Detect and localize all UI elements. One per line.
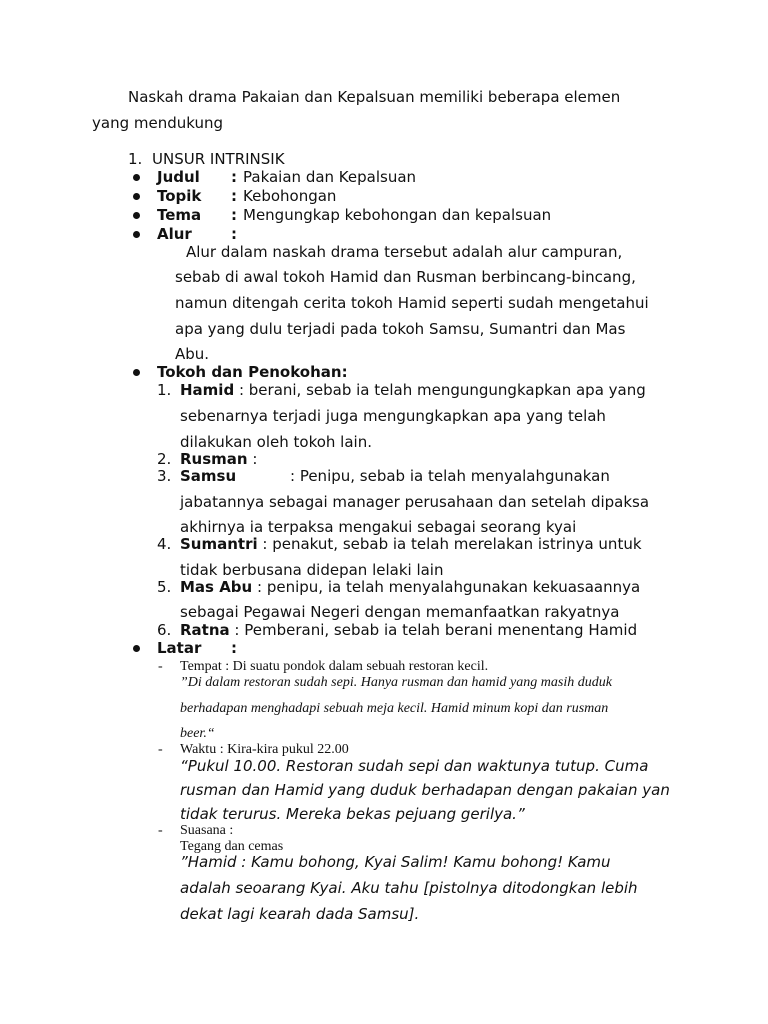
waktu-label: Waktu : Kira-kira pukul 22.00 [180,742,349,757]
dash-marker: - [158,742,163,757]
bullet-icon [133,174,140,181]
intro-line-2: yang mendukung [92,114,224,132]
latar-label: Latar [157,639,202,657]
bullet-icon [133,645,140,652]
judul-sep: : [231,168,237,186]
tokoh-heading: Tokoh dan Penokohan: [157,363,348,381]
tokoh-name: Mas Abu [180,578,253,596]
tokoh-num: 1. [157,381,172,399]
tokoh-desc: : penipu, ia telah menyalahgunakan kekuasaannya [252,578,641,596]
tokoh-desc: : [247,450,258,468]
topik-label: Topik [157,187,202,205]
bullet-icon [133,212,140,219]
tokoh-name: Rusman [180,450,248,468]
alur-line: namun ditengah cerita tokoh Hamid seperti sudah mengetahui [175,294,649,312]
tema-label: Tema [157,206,202,224]
tokoh-item-sumantri [180,535,642,553]
tokoh-cont: tidak berbusana didepan lelaki lain [180,561,444,579]
tokoh-num: 3. [157,467,172,485]
topik-value: Kebohongan [243,187,337,205]
tema-sep: : [231,206,237,224]
section-number: 1. [128,150,143,168]
intro-line-1: Naskah drama Pakaian dan Kepalsuan memiliki beberapa elemen [128,88,621,106]
bullet-icon [133,193,140,200]
tokoh-num: 5. [157,578,172,596]
bullet-icon [133,369,140,376]
bullet-icon [133,231,140,238]
alur-line: apa yang dulu terjadi pada tokoh Samsu, Sumantri dan Mas [175,320,626,338]
tokoh-cont: dilakukan oleh tokoh lain. [180,433,372,451]
tokoh-item-rusman [180,450,257,468]
tokoh-item-hamid [180,381,646,399]
judul-value: Pakaian dan Kepalsuan [243,168,417,186]
dash-marker: - [158,823,163,838]
tokoh-cont: akhirnya ia terpaksa mengakui sebagai seorang kyai [180,518,577,536]
tempat-quote: beer.“ [180,726,215,741]
suasana-quote: ”Hamid : Kamu bohong, Kyai Salim! Kamu bohong! Kamu [180,853,611,871]
tokoh-desc: : berani, sebab ia telah mengungungkapkan apa yang [234,381,646,399]
waktu-quote: “Pukul 10.00. Restoran sudah sepi dan waktunya tutup. Cuma [180,757,649,775]
suasana-quote: dekat lagi kearah dada Samsu]. [180,905,420,923]
waktu-quote: tidak terurus. Mereka bekas pejuang gerilya.” [180,805,525,823]
waktu-quote: rusman dan Hamid yang duduk berhadapan dengan pakaian yan [180,781,670,799]
alur-line: Abu. [175,345,210,363]
topik-sep: : [231,187,237,205]
tempat-quote: ”Di dalam restoran sudah sepi. Hanya rusman dan hamid yang masih duduk [180,675,612,690]
tokoh-cont: sebenarnya terjadi juga mengungkapkan apa yang telah [180,407,606,425]
tempat-label: Tempat : Di suatu pondok dalam sebuah restoran kecil. [180,659,489,674]
alur-label: Alur [157,225,192,243]
alur-line: Alur dalam naskah drama tersebut adalah alur campuran, [186,243,623,261]
tokoh-name: Ratna [180,621,230,639]
tokoh-desc: : penakut, sebab ia telah merelakan istrinya untuk [257,535,642,553]
tokoh-item-ratna [180,621,637,639]
latar-sep: : [231,639,237,657]
suasana-quote: adalah seoarang Kyai. Aku tahu [pistolnya ditodongkan lebih [180,879,638,897]
tokoh-desc: : Pemberani, sebab ia telah berani menentang Hamid [229,621,638,639]
judul-label: Judul [157,168,200,186]
tokoh-num: 6. [157,621,172,639]
alur-line: sebab di awal tokoh Hamid dan Rusman berbincang-bincang, [175,268,636,286]
tokoh-desc: : Penipu, sebab ia telah menyalahgunakan [290,467,610,485]
tokoh-name: Sumantri [180,535,258,553]
tokoh-cont: sebagai Pegawai Negeri dengan memanfaatkan rakyatnya [180,603,620,621]
tema-value: Mengungkap kebohongan dan kepalsuan [243,206,552,224]
tokoh-num: 4. [157,535,172,553]
suasana-value: Tegang dan cemas [180,839,284,854]
tokoh-num: 2. [157,450,172,468]
tokoh-item-mas-abu [180,578,640,596]
suasana-label: Suasana : [180,823,234,838]
dash-marker: - [158,659,163,674]
alur-sep: : [231,225,237,243]
tokoh-name: Hamid [180,381,235,399]
tokoh-name: Samsu [180,467,237,485]
tokoh-cont: jabatannya sebagai manager perusahaan dan setelah dipaksa [180,493,650,511]
tempat-quote: berhadapan menghadapi sebuah meja kecil. Hamid minum kopi dan rusman [180,701,609,716]
section-title: UNSUR INTRINSIK [152,150,285,168]
